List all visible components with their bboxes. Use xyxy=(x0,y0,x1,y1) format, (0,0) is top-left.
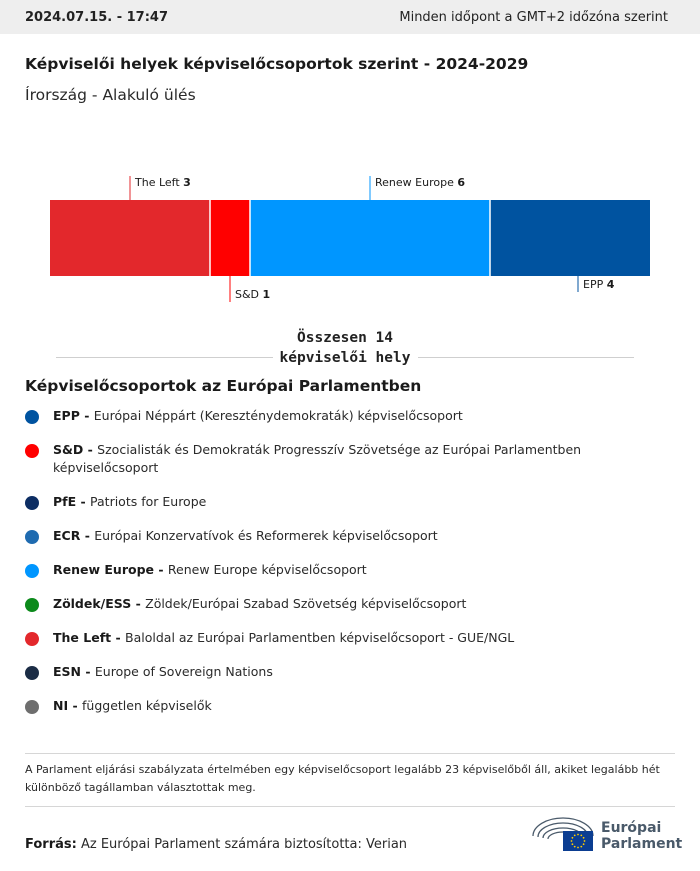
chart-title: Képviselői helyek képviselőcsoportok szerint - 2024-2029 xyxy=(25,55,529,73)
logo-wordmark xyxy=(601,820,682,852)
legend-desc: Zöldek/Európai Szabad Szövetség képviselőcsoport xyxy=(145,596,467,611)
legend-desc: Patriots for Europe xyxy=(90,494,207,509)
hemicycle-icon xyxy=(530,814,598,856)
legend-desc: Renew Europe képviselőcsoport xyxy=(167,562,367,577)
legend-item xyxy=(25,629,675,647)
legend-abbr: The Left - xyxy=(53,630,126,645)
legend-desc: Europe of Sovereign Nations xyxy=(94,664,273,679)
legend-heading: Képviselőcsoportok az Európai Parlamentben xyxy=(25,377,422,395)
bar-segment xyxy=(50,200,210,276)
legend-abbr: PfE - xyxy=(53,494,91,509)
legend-item xyxy=(25,663,675,681)
legend-color-dot xyxy=(25,530,39,544)
segment-label-name: EPP xyxy=(583,278,607,291)
legend-abbr: NI - xyxy=(53,698,83,713)
legend-abbr: Renew Europe - xyxy=(53,562,168,577)
timezone-note: Minden időpont a GMT+2 időzóna szerint xyxy=(399,9,668,25)
bar-segment xyxy=(250,200,490,276)
legend-item xyxy=(25,595,675,613)
top-bar xyxy=(0,0,700,34)
segment-label-name: The Left xyxy=(135,176,184,189)
segment-label-value: 4 xyxy=(606,278,615,291)
legend-color-dot xyxy=(25,700,39,714)
legend-abbr: EPP - xyxy=(53,408,94,423)
timestamp: 2024.07.15. - 17:47 xyxy=(25,9,169,25)
seat-chart xyxy=(0,160,700,310)
segment-label-value: 6 xyxy=(457,176,465,189)
legend-abbr: ECR - xyxy=(53,528,95,543)
legend-desc: független képviselők xyxy=(82,698,212,713)
segment-label-value: 1 xyxy=(262,288,271,301)
legend-desc: Európai Néppárt (Kereszténydemokraták) képviselőcsoport xyxy=(93,408,463,423)
legend-color-dot xyxy=(25,564,39,578)
total-divider-left xyxy=(56,357,273,358)
segment-label xyxy=(375,176,465,189)
source-line xyxy=(25,837,407,852)
legend-abbr: Zöldek/ESS - xyxy=(53,596,146,611)
total-divider-right xyxy=(418,357,634,358)
segment-label xyxy=(583,278,615,291)
legend-color-dot xyxy=(25,632,39,646)
segment-label-name: S&D xyxy=(235,288,263,301)
legend-item xyxy=(25,441,675,477)
ep-logo xyxy=(530,814,683,856)
legend-color-dot xyxy=(25,444,39,458)
legend-item xyxy=(25,561,675,579)
legend-item xyxy=(25,407,675,425)
legend-abbr: S&D - xyxy=(53,442,98,457)
legend-color-dot xyxy=(25,496,39,510)
logo-line-1: Európai xyxy=(601,820,662,836)
logo-line-2: Parlament xyxy=(601,836,683,852)
legend-color-dot xyxy=(25,598,39,612)
bar-segment xyxy=(210,200,250,276)
segment-label-name: Renew Europe xyxy=(375,176,458,189)
segment-label xyxy=(134,176,191,189)
footnote: A Parlament eljárási szabályzata értelmében egy képviselőcsoport legalább 23 képviselőből áll, akiket legalább hét különböző tagállamban választottak meg. xyxy=(25,763,660,794)
legend-item xyxy=(25,697,675,715)
legend-desc: Európai Konzervatívok és Reformerek képviselőcsoport xyxy=(94,528,438,543)
source-label: Forrás: xyxy=(25,837,77,852)
legend-item xyxy=(25,493,675,511)
legend-desc: Baloldal az Európai Parlamentben képviselőcsoport - GUE/NGL xyxy=(125,630,515,645)
legend-color-dot xyxy=(25,410,39,424)
divider-bottom xyxy=(25,806,675,807)
divider-top xyxy=(25,753,675,754)
group-legend xyxy=(25,407,675,731)
legend-item xyxy=(25,527,675,545)
legend-desc: Szocialisták és Demokraták Progresszív Szövetsége az Európai Parlamentben képviselőcsoport xyxy=(53,442,582,475)
chart-subtitle: Írország - Alakuló ülés xyxy=(25,86,196,104)
legend-abbr: ESN - xyxy=(53,664,95,679)
bar-segment xyxy=(490,200,650,276)
segment-label xyxy=(235,288,270,301)
legend-color-dot xyxy=(25,666,39,680)
segment-label-value: 3 xyxy=(183,176,191,189)
total-seats-label: Összesen 14 képviselői hely xyxy=(279,330,411,366)
source-text: Az Európai Parlament számára biztosította: Verian xyxy=(80,837,408,852)
